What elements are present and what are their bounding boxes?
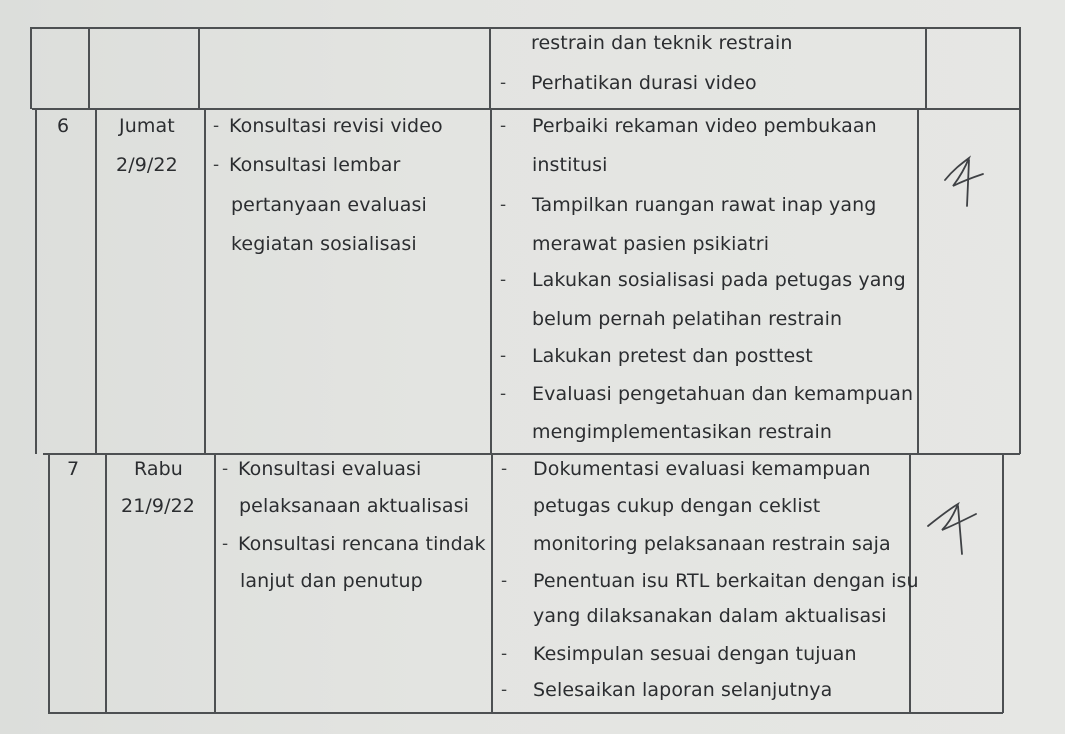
note-bullet: -: [501, 644, 508, 664]
note-line: Evaluasi pengetahuan dan kemampuan: [532, 383, 914, 405]
activity-line: Konsultasi revisi video: [229, 115, 443, 137]
activity-line: lanjut dan penutup: [240, 570, 423, 592]
note-bullet: -: [501, 571, 508, 591]
row-date: 2/9/22: [116, 154, 178, 176]
column-divider: [490, 108, 492, 454]
activity-bullet: -: [222, 459, 229, 479]
note-bullet: -: [501, 459, 508, 479]
note-bullet: -: [500, 73, 507, 93]
column-divider: [214, 453, 216, 713]
column-divider: [1019, 108, 1021, 454]
activity-bullet: -: [213, 155, 220, 175]
row-number: 7: [67, 458, 80, 480]
note-line: Selesaikan laporan selanjutnya: [533, 679, 833, 701]
row-day: Jumat: [119, 115, 175, 137]
row-divider: [32, 108, 1020, 110]
column-divider: [204, 108, 206, 454]
column-divider: [95, 108, 97, 454]
note-line: Dokumentasi evaluasi kemampuan: [533, 458, 871, 480]
row-date: 21/9/22: [121, 495, 195, 517]
column-divider: [925, 27, 927, 109]
note-line: monitoring pelaksanaan restrain saja: [533, 533, 891, 555]
column-divider: [1019, 27, 1021, 109]
note-line: petugas cukup dengan ceklist: [533, 495, 821, 517]
activity-bullet: -: [222, 534, 229, 554]
row-day: Rabu: [134, 458, 183, 480]
column-divider: [35, 108, 37, 454]
note-line: merawat pasien psikiatri: [532, 233, 770, 255]
row-number: 6: [57, 115, 70, 137]
activity-line: pertanyaan evaluasi: [231, 194, 427, 216]
table-top-border: [30, 27, 1020, 29]
note-line: belum pernah pelatihan restrain: [532, 308, 843, 330]
note-bullet: -: [500, 346, 507, 366]
signature-mark: [922, 496, 982, 558]
table-bottom-border: [48, 712, 1003, 714]
activity-bullet: -: [213, 116, 220, 136]
note-line: yang dilaksanakan dalam aktualisasi: [533, 605, 887, 627]
column-divider: [489, 27, 491, 109]
activity-line: Konsultasi rencana tindak: [238, 533, 486, 555]
note-line: Penentuan isu RTL berkaitan dengan isu: [533, 570, 919, 592]
note-bullet: -: [500, 195, 507, 215]
column-divider: [917, 108, 919, 454]
note-line: Perbaiki rekaman video pembukaan: [532, 115, 877, 137]
column-divider: [1002, 453, 1004, 713]
note-line: mengimplementasikan restrain: [532, 421, 833, 443]
note-line: Lakukan pretest dan posttest: [532, 345, 813, 367]
note-bullet: -: [500, 384, 507, 404]
note-bullet: -: [501, 680, 508, 700]
activity-line: pelaksanaan aktualisasi: [239, 495, 469, 517]
note-bullet: -: [500, 270, 507, 290]
column-divider: [88, 27, 90, 109]
note-line: institusi: [532, 154, 608, 176]
note-line: restrain dan teknik restrain: [531, 32, 793, 54]
column-divider: [105, 453, 107, 713]
column-divider: [491, 453, 493, 713]
signature-mark: [935, 152, 995, 210]
column-divider: [198, 27, 200, 109]
note-line: Kesimpulan sesuai dengan tujuan: [533, 643, 857, 665]
note-line: Perhatikan durasi video: [531, 72, 757, 94]
row-divider: [43, 453, 1020, 455]
activity-line: kegiatan sosialisasi: [231, 233, 417, 255]
note-bullet: -: [500, 116, 507, 136]
note-line: Tampilkan ruangan rawat inap yang: [532, 194, 877, 216]
note-line: Lakukan sosialisasi pada petugas yang: [532, 269, 906, 291]
activity-line: Konsultasi lembar: [229, 154, 401, 176]
column-divider: [30, 27, 32, 109]
activity-line: Konsultasi evaluasi: [238, 458, 422, 480]
column-divider: [48, 453, 50, 713]
